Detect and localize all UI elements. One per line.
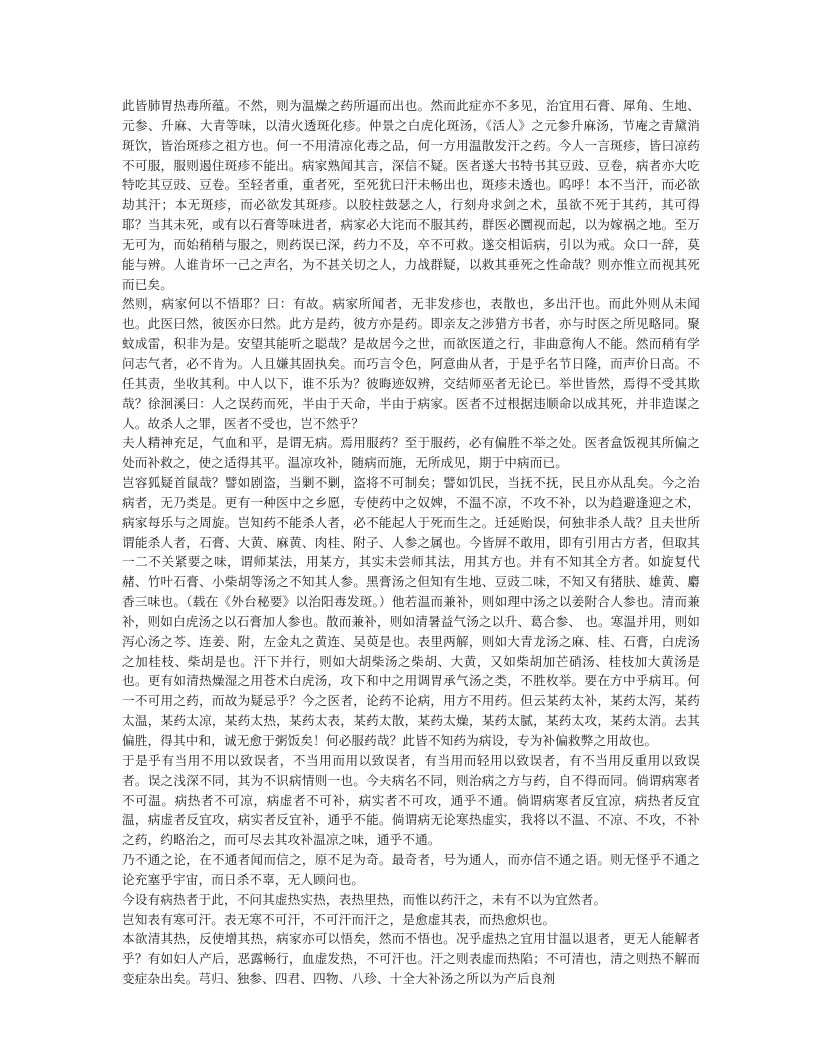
paragraph-9: 本欲清其热，反使增其热，病家亦可以悟矣，然而不悟也。况乎虚热之宜用甘温以退者，更无人能解者乎？有如妇人产后，恶露畅行，血虚发热，不可汗也。汗之则表虚而热陷；不可清也，清之则热不解而变症杂出矣。芎归、独参、四君、四物、八珍、十全大补汤之所以为产后良剂	[122, 931, 700, 987]
paragraph-6: 乃不通之论，在不通者闻而信之，原不足为奇。最奇者，号为通人，而亦信不通之语。则无怪乎不通之论充塞乎宇宙，而日杀不辜，无人顾问也。	[122, 852, 700, 887]
document-page	[122, 96, 700, 989]
paragraph-2: 然则，病家何以不悟耶？曰：有故。病家所闻者，无非发疹也，表散也，多出汗也。而此外则从未闻也。此医曰然，彼医亦曰然。此方是药，彼方亦是药。即亲友之涉猎方书者，亦与时医之所见略同。聚蚊成雷，积非为是。安望其能听之聪哉？是故居今之世，而欲医道之行，非曲意徇人不能。然而稍有学问志气者，必不肯为。人且嫌其固执矣。而巧言令色，阿意曲从者，于是乎名节日隆，而声价日高。不任其责，坐收其利。中人以下，谁不乐为？彼晦迹奴辨，交结师巫者无论已。举世皆然，焉得不受其欺哉？徐洄溪曰：人之误药而死，半由于天命，半由于病家。医者不过根据违顺命以成其死，并非造谋之人。故杀人之罪，医者不受也，岂不然乎？	[122, 296, 700, 431]
paragraph-7: 今设有病热者于此，不问其虚热实热，表热里热，而惟以药汗之，未有不以为宜然者。	[122, 891, 607, 907]
paragraph-3: 夫人精神充足，气血和平，是谓无病。焉用服药？至于服药，必有偏胜不举之处。医者盒饭视其所偏之处而补救之，使之适得其平。温凉攻补，随病而施，无所成见，期于中病而已。	[122, 435, 700, 471]
paragraph-1: 此皆肺胃热毒所蕴。不然，则为温燥之药所逼而出也。然而此症亦不多见，治宜用石膏、犀角、生地、元参、升麻、大青等味，以清火透斑化疹。仲景之白虎化斑汤，《活人》之元参升麻汤，节庵之青黛消斑饮，皆治斑疹之祖方也。何一不用清凉化毒之品，何一方用温散发汗之药。今人一言斑疹，皆曰凉药不可服，服则遏住斑疹不能出。病家熟闻其言，深信不疑。医者遂大书特书其豆豉、豆卷，病者亦大吃特吃其豆豉、豆卷。至轻者重，重者死，至死犹曰汗未畅出也，斑疹未透也。呜呼！本不当汗，而必欲劫其汗；本无斑疹，而必欲发其斑疹。以胶柱鼓瑟之人，行刻舟求剑之术，虽欲不死于其药，其可得耶？当其未死，或有以石膏等味进者，病家必大诧而不服其药，群医必圜视而起，以为嫁祸之地。至万无可为，而始稍稍与服之，则药误已深，药力不及，卒不可救。遂交相诟病，引以为戒。众口一辞，莫能与辨。人谁肯坏一己之声名，为不甚关切之人，力战群疑，以救其垂死之性命哉？则亦惟立而视其死而已矣。	[122, 98, 700, 292]
paragraph-5: 于是乎有当用不用以致误者，不当用而用以致误者，有当用而轻用以致误者，有不当用反重用以致误者。误之浅深不同，其为不识病情则一也。今夫病名不同，则治病之方与药，自不得而同。倘谓病寒者不可温。病热者不可凉，病虚者不可补，病实者不可攻，通乎不通。倘谓病寒者反宜凉，病热者反宜温，病虚者反宜攻，病实者反宜补，通乎不能。倘谓病无论寒热虚实，我将以不温、不凉、不攻，不补之药，约略治之，而可尽去其攻补温凉之味，通乎不通。	[122, 752, 700, 848]
paragraph-4: 岂容狐疑首鼠哉？譬如剧盗，当剿不剿，盗将不可制矣；譬如饥民，当抚不抚，民且亦从乱矣。今之治病者，无乃类是。更有一种医中之乡愿，专使药中之奴婢，不温不凉，不攻不补，以为趋避逢迎之术，病家每乐与之周旋。岂知药不能杀人者，必不能起人于死而生之。迁延贻误，何独非杀人哉？且夫世所谓能杀人者，石膏、大黄、麻黄、肉桂、附子、人参之属也。今皆屏不敢用，即有引用古方者，但取其一二不关紧要之味，谓师某法，用某方，其实未尝师其法，用其方也。并有不知其全方者。如旋复代赭、竹叶石膏、小柴胡等汤之不知其人参。黑膏汤之但知有生地、豆豉二味，不知又有猪肤、雄黄、麝香三味也。（载在《外台秘要》以治阳毒发斑。）他若温而兼补，则如理中汤之以姜附合人参也。清而兼补，则如白虎汤之以石膏加人参也。散而兼补，则如清暑益气汤之以升、葛合参、 也。寒温并用，则如泻心汤之芩、连姜、附，左金丸之黄连、吴萸是也。表里两解，则如大青龙汤之麻、桂、石膏，白虎汤之加桂枝、柴胡是也。汗下并行，则如大胡柴汤之柴胡、大黄，又如柴胡加芒硝汤、桂枝加大黄汤是也。更有如清热燥湿之用苍术白虎汤，攻下和中之用调胃承气汤之类，不胜枚举。要在方中乎病耳。何一不可用之药，而故为疑忌乎？今之医者，论药不论病，用方不用药。但云某药太补，某药太泻，某药太温，某药太凉，某药太热，某药太表，某药太散，某药太燥，某药太腻，某药太攻，某药太消。去其偏胜，得其中和，诚无愈于粥饭矣！何必服药哉？此皆不知药为病设，专为补偏救弊之用故也。	[122, 475, 700, 748]
paragraph-8: 岂知表有寒可汗。表无寒不可汗，不可汗而汗之，是愈虚其表，而热愈炽也。	[122, 911, 556, 927]
